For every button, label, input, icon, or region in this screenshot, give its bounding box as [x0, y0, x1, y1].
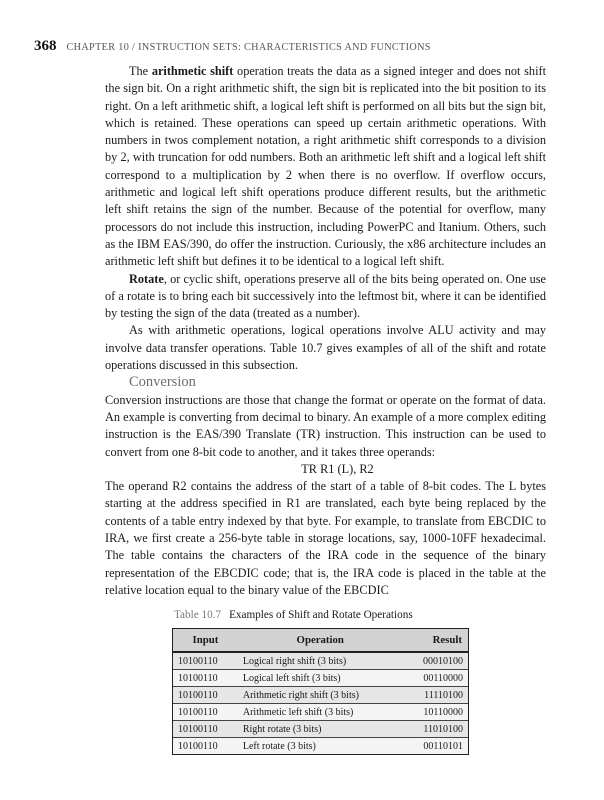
cell-operation: Left rotate (3 bits) — [238, 738, 403, 755]
cell-input: 10100110 — [173, 721, 238, 738]
text-run: , or cyclic shift, operations preserve all of the bits being operated on. One use of a rotate is to bring each bit successively into the leftmost bit, where it can be identified by testing the sign of the data (treated as a number). — [105, 271, 546, 321]
table-row — [173, 738, 468, 755]
cell-result: 10110000 — [403, 704, 468, 721]
cell-input: 10100110 — [173, 652, 238, 670]
body-text — [105, 63, 546, 599]
cell-input: 10100110 — [173, 704, 238, 721]
cell-result: 11110100 — [403, 687, 468, 704]
cell-operation: Arithmetic right shift (3 bits) — [238, 687, 403, 704]
cell-operation: Logical right shift (3 bits) — [238, 652, 403, 670]
header-operation: Operation — [238, 629, 403, 652]
table-caption-text: Examples of Shift and Rotate Operations — [229, 609, 413, 621]
term-arithmetic-shift: arithmetic shift — [151, 64, 234, 78]
cell-result: 00010100 — [403, 652, 468, 670]
header-input: Input — [173, 629, 238, 652]
table-row — [173, 721, 468, 738]
header-result: Result — [403, 629, 468, 652]
paragraph-conversion-detail: The operand R2 contains the address of the start of a table of 8-bit codes. The L bytes starting at the address specified in R1 are translated, each byte being replaced by the contents of a table entry indexed by that byte. For example, to translate from EBCDIC to IRA, we first create a 256-byte table in storage locations, say, 1000-10FF hexadecimal. The table contains the characters of the IRA code in the sequence of the binary representation of the EBCDIC code; that is, the IRA code is placed in the table at the relative location equal to the binary value of the EBCDIC — [105, 479, 546, 597]
cell-result: 11010100 — [403, 721, 468, 738]
table-row — [173, 704, 468, 721]
paragraph-rotate — [105, 271, 546, 323]
cell-operation: Right rotate (3 bits) — [238, 721, 403, 738]
table-caption — [174, 609, 554, 621]
cell-result: 00110101 — [403, 738, 468, 755]
equation-tr: TR R1 (L), R2 — [301, 461, 374, 476]
table-label: Table 10.7 — [174, 609, 222, 621]
cell-input: 10100110 — [173, 670, 238, 687]
section-heading-conversion: Conversion — [129, 374, 196, 391]
paragraph-arithmetic-shift — [105, 63, 546, 271]
shift-rotate-table — [172, 628, 469, 755]
cell-result: 00110000 — [403, 670, 468, 687]
table-row — [173, 687, 468, 704]
text-run: The — [129, 64, 152, 78]
table-row — [173, 652, 468, 670]
text-run: operation treats the data as a signed integer and does not shift the sign bit. On a right arithmetic shift, the sign bit is replicated into the bit position to its right. On a left arithmetic shift, a logical left shift is performed on all bits but the sign bit, which is retained. These operations can speed up certain arithmetic operations. With numbers in twos complement notation, a right arithmetic shift corresponds to a division by 2, with truncation for odd numbers. Both an arithmetic left shift and a logical left shift correspond to a multiplication by 2 when there is no overflow. If overflow occurs, arithmetic and logical left shift operations produce different results, but the arithmetic left shift retains the sign of the number. Because of the potential for overflow, many processors do not include this instruction, including PowerPC and Itanium. Others, such as the IBM EAS/390, do offer the instruction. Curiously, the x86 architecture includes an arithmetic left shift but defines it to be identical to a logical left shift. — [105, 64, 546, 269]
table-header-row — [173, 629, 468, 652]
paragraph-logical-ops: As with arithmetic operations, logical operations involve ALU activity and may involve data transfer operations. Table 10.7 gives examples of all of the shift and rotate operations discussed in this subsection. — [105, 323, 546, 373]
cell-operation: Logical left shift (3 bits) — [238, 670, 403, 687]
cell-input: 10100110 — [173, 738, 238, 755]
cell-operation: Arithmetic left shift (3 bits) — [238, 704, 403, 721]
term-rotate: Rotate — [129, 271, 164, 286]
paragraph-conversion-intro: Conversion instructions are those that change the format or operate on the format of data. An example is converting from decimal to binary. An example of a more complex editing instruction is the EAS/390 Translate (TR) instruction. This instruction can be used to convert from one 8-bit code to another, and it takes three operands: — [105, 392, 546, 459]
cell-input: 10100110 — [173, 687, 238, 704]
page-number: 368 — [34, 38, 57, 54]
table-row — [173, 670, 468, 687]
running-head — [34, 38, 554, 54]
chapter-title: CHAPTER 10 / INSTRUCTION SETS: CHARACTERISTICS AND FUNCTIONS — [66, 42, 431, 53]
